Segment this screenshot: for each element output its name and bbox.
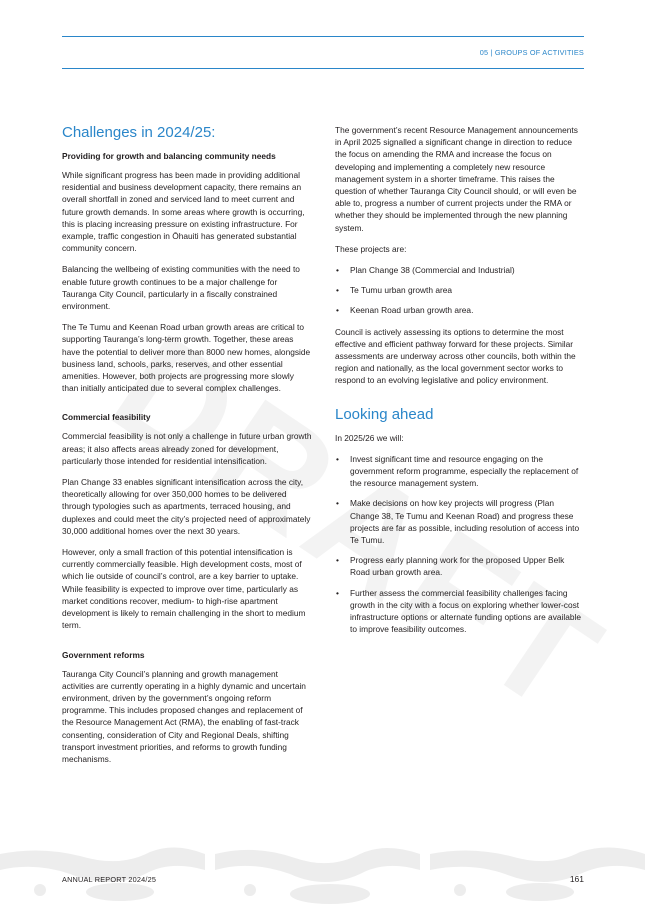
bullet-icon: • <box>336 587 339 598</box>
list-item: • Progress early planning work for the proposed Upper Belk Road urban growth area. <box>336 555 565 578</box>
paragraph: These projects are: <box>335 243 407 254</box>
list-item: • Plan Change 38 (Commercial and Industrial) <box>336 265 515 276</box>
list-item: • Make decisions on how key projects will progress (Plan Change 38, Te Tumu and Keenan Road) and progress these projects are far as possible, including resolution of access into Te Tumu. <box>336 498 580 546</box>
bullet-icon: • <box>336 453 339 464</box>
header-bottom-rule <box>62 68 584 69</box>
bullet-icon: • <box>336 555 339 566</box>
section-label: 05 | GROUPS OF ACTIVITIES <box>479 48 584 57</box>
paragraph: Tauranga City Council’s planning and growth management activities are currently operating in a highly dynamic and uncertain environment, driven by the government’s ongoing reform programme. This includes proposed changes and replacement of the Resource Management Act (RMA), the enabling of fast-track consenting, consideration of City and Regional Deals, shifting transport investment priorities, and reforms to growth funding mechanisms. <box>62 668 306 764</box>
bullet-icon: • <box>336 498 339 509</box>
subheading-government-reforms: Government reforms <box>62 649 145 660</box>
footer-report-title: ANNUAL REPORT 2024/25 <box>62 875 157 884</box>
paragraph: Council is actively assessing its options to determine the most effective and efficient pathway forward for these projects. Similar assessments are underway across other councils, both within the region and nationally, as the local government sector works to respond to an evolving legislative and policy environment. <box>335 326 576 386</box>
header-top-rule <box>62 36 584 37</box>
right-column <box>335 124 585 645</box>
projects-list <box>335 264 585 317</box>
paragraph: Plan Change 33 enables significant intensification across the city, theoretically allowing for over 350,000 homes to be delivered through typologies such as apartments, terraced housing, and duplexes and could meet the city’s projected need of approximately 30,000 additional homes over the next 30 years. <box>62 477 311 536</box>
paragraph: The government’s recent Resource Management announcements in April 2025 signalled a significant change in direction to reduce the focus on amending the RMA and increase the focus on developing and implementing a completely new resource management system in a shorter timeframe. This raises the question of whether Tauranga City Council should, or will even be able to, progress a number of current projects under the RMA or whether they should be implemented through the new planning system. <box>335 125 578 233</box>
subheading-commercial-feasibility: Commercial feasibility <box>62 412 151 423</box>
bullet-icon: • <box>336 305 339 316</box>
paragraph: Balancing the wellbeing of existing communities with the need to enable future growth continues to be a major challenge for Tauranga City Council, particularly in a fiscally constrained environment. <box>62 264 300 312</box>
looking-ahead-heading: Looking ahead <box>335 405 434 423</box>
left-column <box>62 124 312 774</box>
paragraph: However, only a small fraction of this potential intensification is currently commercially feasible. High development costs, most of which lie outside of council’s control, are a key barrier to uptake. While feasibility is expected to improve over time, particularly as market conditions recover, medium- to high-rise apartment development is likely to remain challenging in the short to medium term. <box>62 547 306 631</box>
subheading-growth: Providing for growth and balancing community needs <box>62 151 276 161</box>
paragraph: The Te Tumu and Keenan Road urban growth areas are critical to supporting Tauranga’s long-term growth. Together, these areas have the potential to deliver more than 8000 new homes, alongside business land, schools, parks, reserves, and other essential amenities. However, both projects are progressing more slowly than initially anticipated due to several complex challenges. <box>62 322 311 394</box>
bullet-icon: • <box>336 285 339 296</box>
paragraph: Commercial feasibility is not only a challenge in future urban growth areas; it also affects areas already zoned for development, particularly those intended for residential intensification. <box>62 431 312 466</box>
paragraph: While significant progress has been made in providing additional residential and business development capacity, there remains an overall shortfall in zoned and serviced land to meet current and future growth demands. In some areas where growth is occurring, this is placing increasing pressure on existing infrastructure. For example, traffic congestion in Ōhauiti has generated substantial community concern. <box>62 170 305 254</box>
challenges-heading: Challenges in 2024/25: <box>62 124 216 141</box>
page-number: 161 <box>569 874 584 884</box>
paragraph: In 2025/26 we will: <box>335 432 404 443</box>
list-item: • Keenan Road urban growth area. <box>336 305 474 316</box>
list-item: • Te Tumu urban growth area <box>336 285 453 296</box>
list-item: • Further assess the commercial feasibility challenges facing growth in the city with a focus on exploring whether lower-cost infrastructure options or alternate funding options are available to improve feasibility outcomes. <box>336 587 581 635</box>
list-item: • Invest significant time and resource engaging on the government reform programme, especially the replacement of the resource management system. <box>336 453 579 489</box>
actions-list <box>335 453 585 636</box>
bullet-icon: • <box>336 265 339 276</box>
